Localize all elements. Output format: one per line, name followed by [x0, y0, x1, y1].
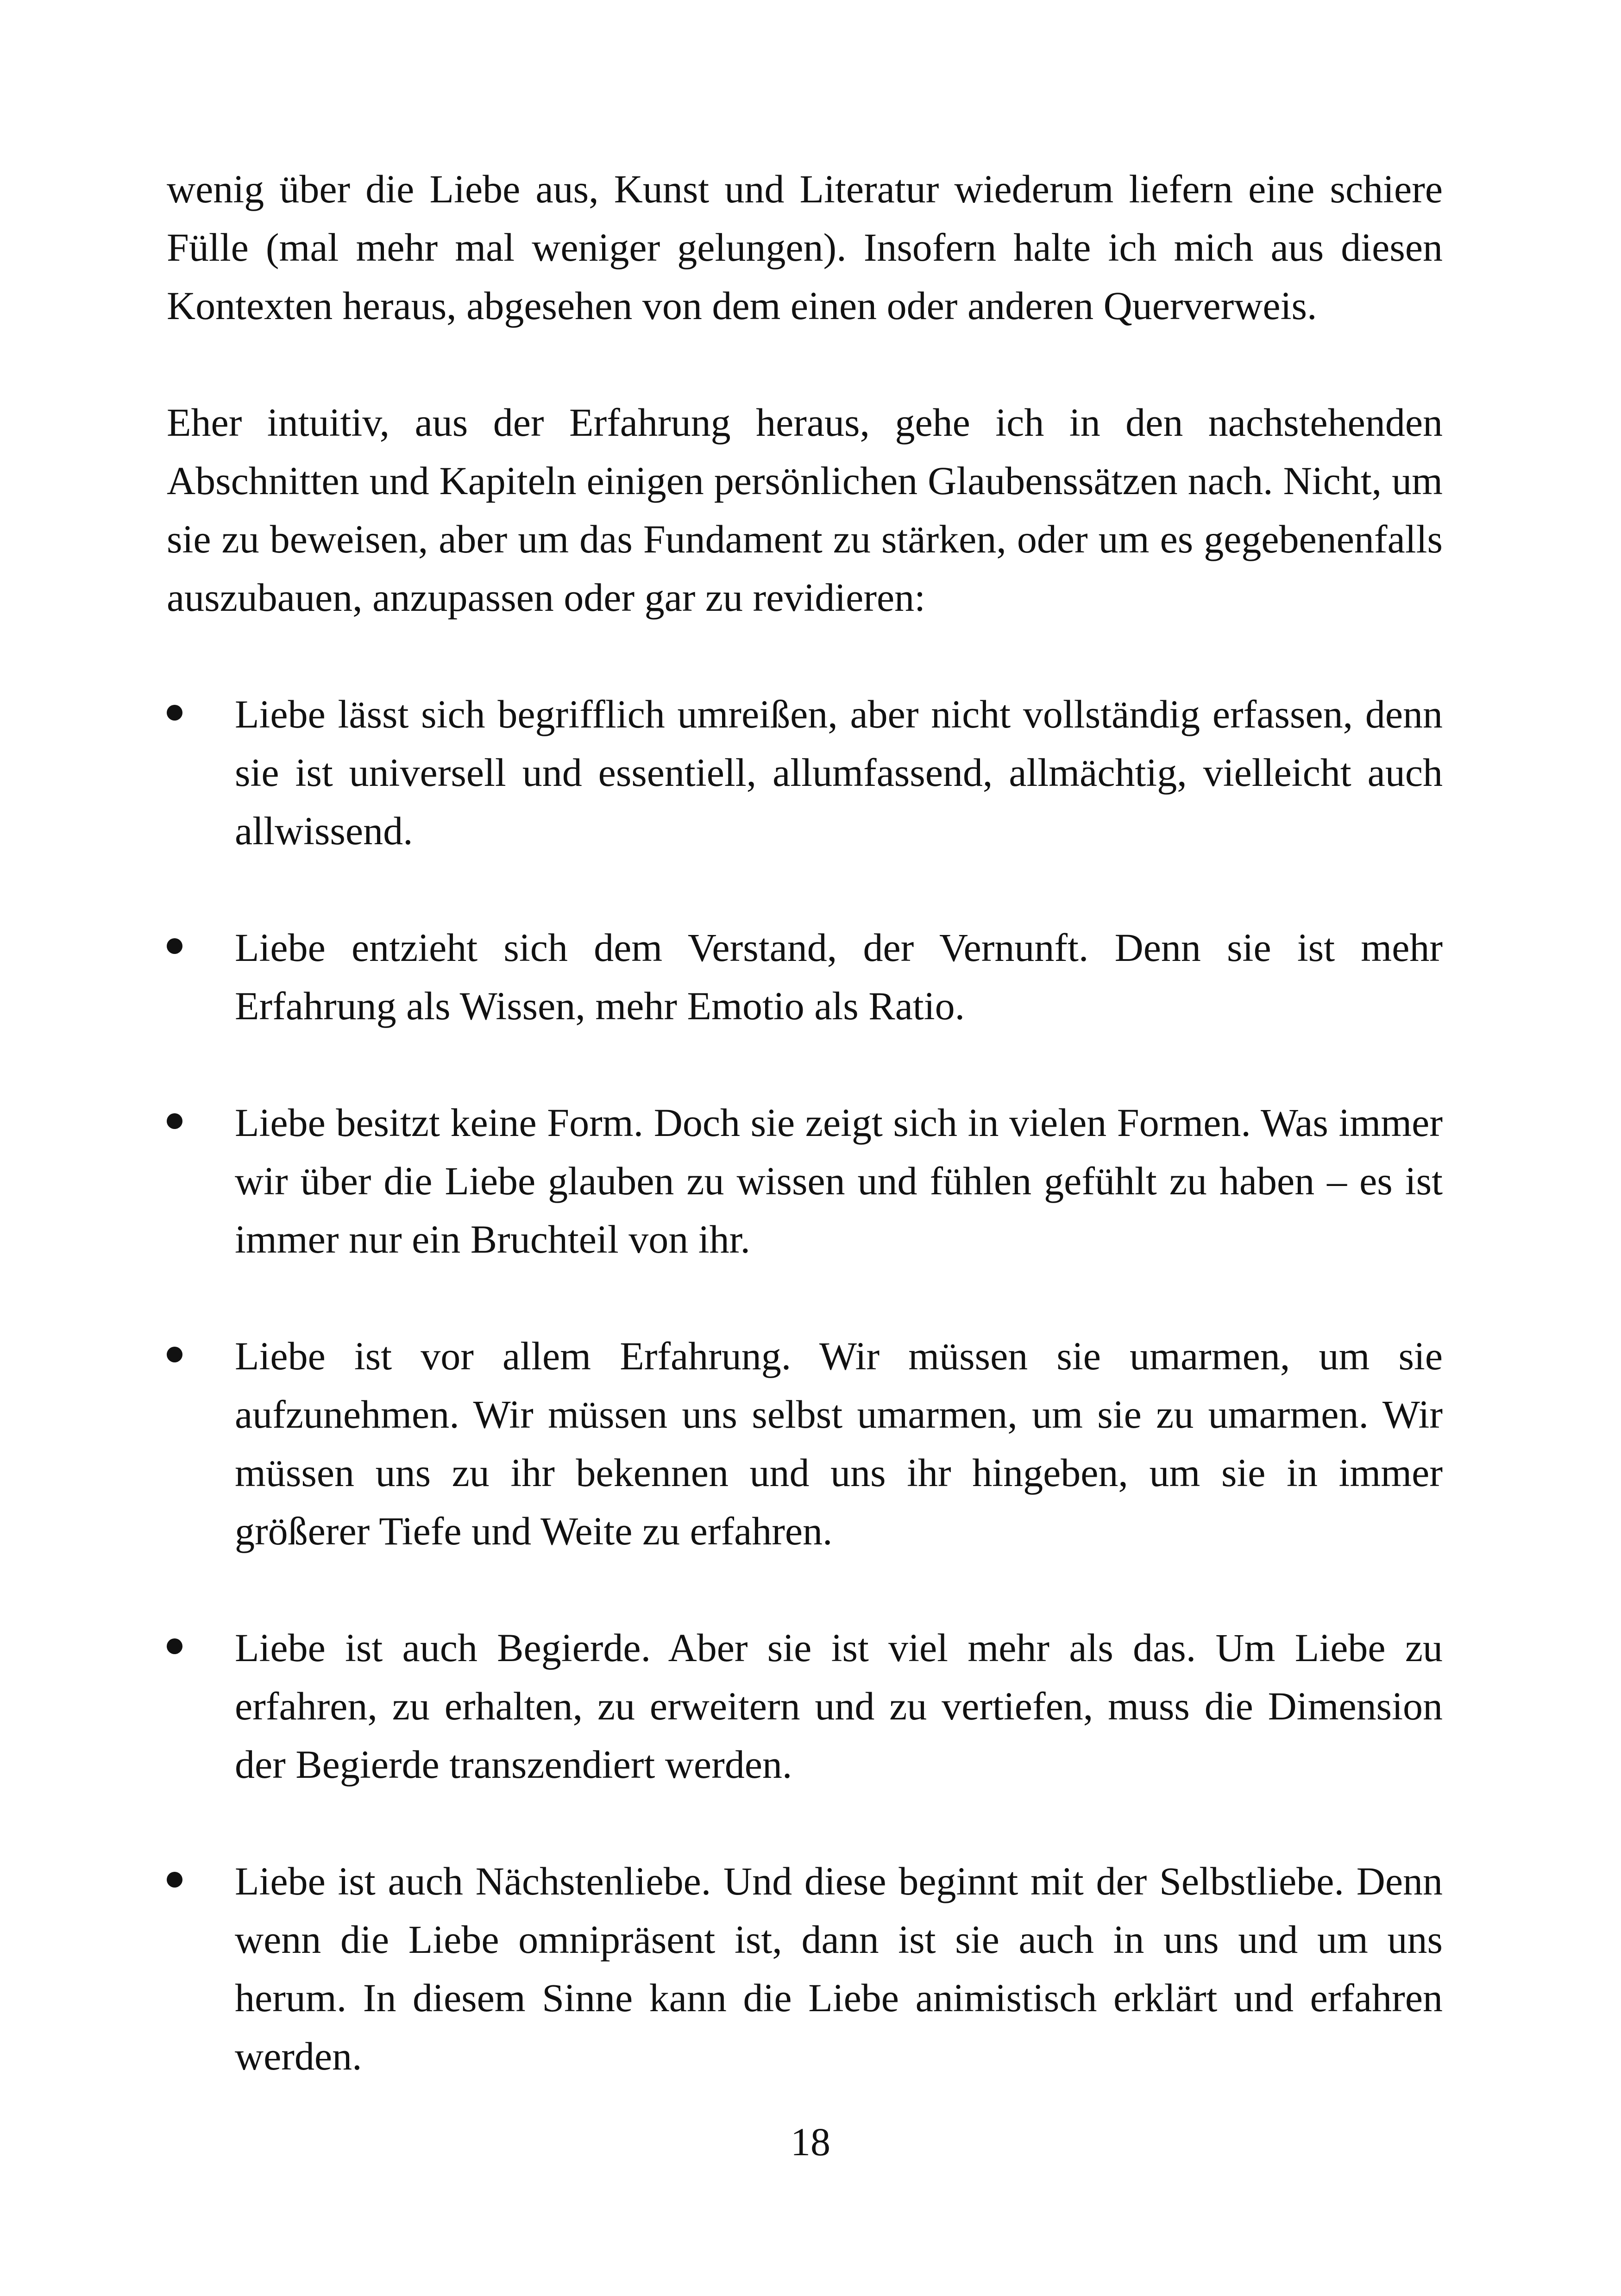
- list-item-text: Liebe lässt sich begrifflich umreißen, aber nicht vollständig erfassen, denn sie ist universell und essentiell, allumfassend, allmächtig, vielleicht auch allwissend.: [235, 692, 1443, 853]
- list-item: [167, 1093, 1443, 1268]
- bullet-icon: [167, 1113, 182, 1129]
- bullet-icon: [167, 705, 182, 721]
- bullet-icon: [167, 938, 182, 954]
- page-number: 18: [791, 2120, 830, 2164]
- list-item-text: Liebe ist auch Nächstenliebe. Und diese beginnt mit der Selbstliebe. Denn wenn die Liebe omnipräsent ist, dann ist sie auch in uns und um uns herum. In diesem Sinne kann die Liebe animistisch erklärt und erfahren werden.: [235, 1859, 1443, 2078]
- bullet-icon: [167, 1872, 182, 1888]
- list-item: [167, 1618, 1443, 1794]
- bullet-icon: [167, 1347, 182, 1362]
- list-item-text: Liebe entzieht sich dem Verstand, der Vernunft. Denn sie ist mehr Erfahrung als Wissen, mehr Emotio als Ratio.: [235, 925, 1443, 1028]
- bullet-icon: [167, 1638, 182, 1654]
- list-item-text: Liebe besitzt keine Form. Doch sie zeigt sich in vielen Formen. Was immer wir über die Liebe glauben zu wissen und fühlen gefühlt zu haben – es ist immer nur ein Bruchteil von ihr.: [235, 1100, 1443, 1261]
- list-item: [167, 1852, 1443, 2085]
- list-item: [167, 685, 1443, 860]
- belief-list: [167, 685, 1443, 2085]
- paragraph-intro: wenig über die Liebe aus, Kunst und Literatur wiederum liefern eine schiere Fülle (mal mehr mal weniger gelungen). Insofern halte ich mich aus diesen Kontexten heraus, abgesehen von dem einen oder anderen Querverweis.: [167, 167, 1443, 328]
- list-item: [167, 918, 1443, 1035]
- body-text: [167, 160, 1443, 2085]
- list-item-text: Liebe ist auch Begierde. Aber sie ist viel mehr als das. Um Liebe zu erfahren, zu erhalten, zu erweitern und zu vertiefen, muss die Dimension der Begierde transzendiert werden.: [235, 1625, 1443, 1787]
- list-item: [167, 1327, 1443, 1560]
- paragraph-beliefs: Eher intuitiv, aus der Erfahrung heraus, gehe ich in den nachstehenden Abschnitten und Kapiteln einigen persönlichen Glaubenssätzen nach. Nicht, um sie zu beweisen, aber um das Fundament zu stärken, oder um es gegebenenfalls auszubauen, anzupassen oder gar zu revidieren:: [167, 400, 1443, 620]
- list-item-text: Liebe ist vor allem Erfahrung. Wir müssen sie umarmen, um sie aufzunehmen. Wir müssen uns selbst umarmen, um sie zu umarmen. Wir müssen uns zu ihr bekennen und uns ihr hingeben, um sie in immer größerer Tiefe und Weite zu erfahren.: [235, 1334, 1443, 1553]
